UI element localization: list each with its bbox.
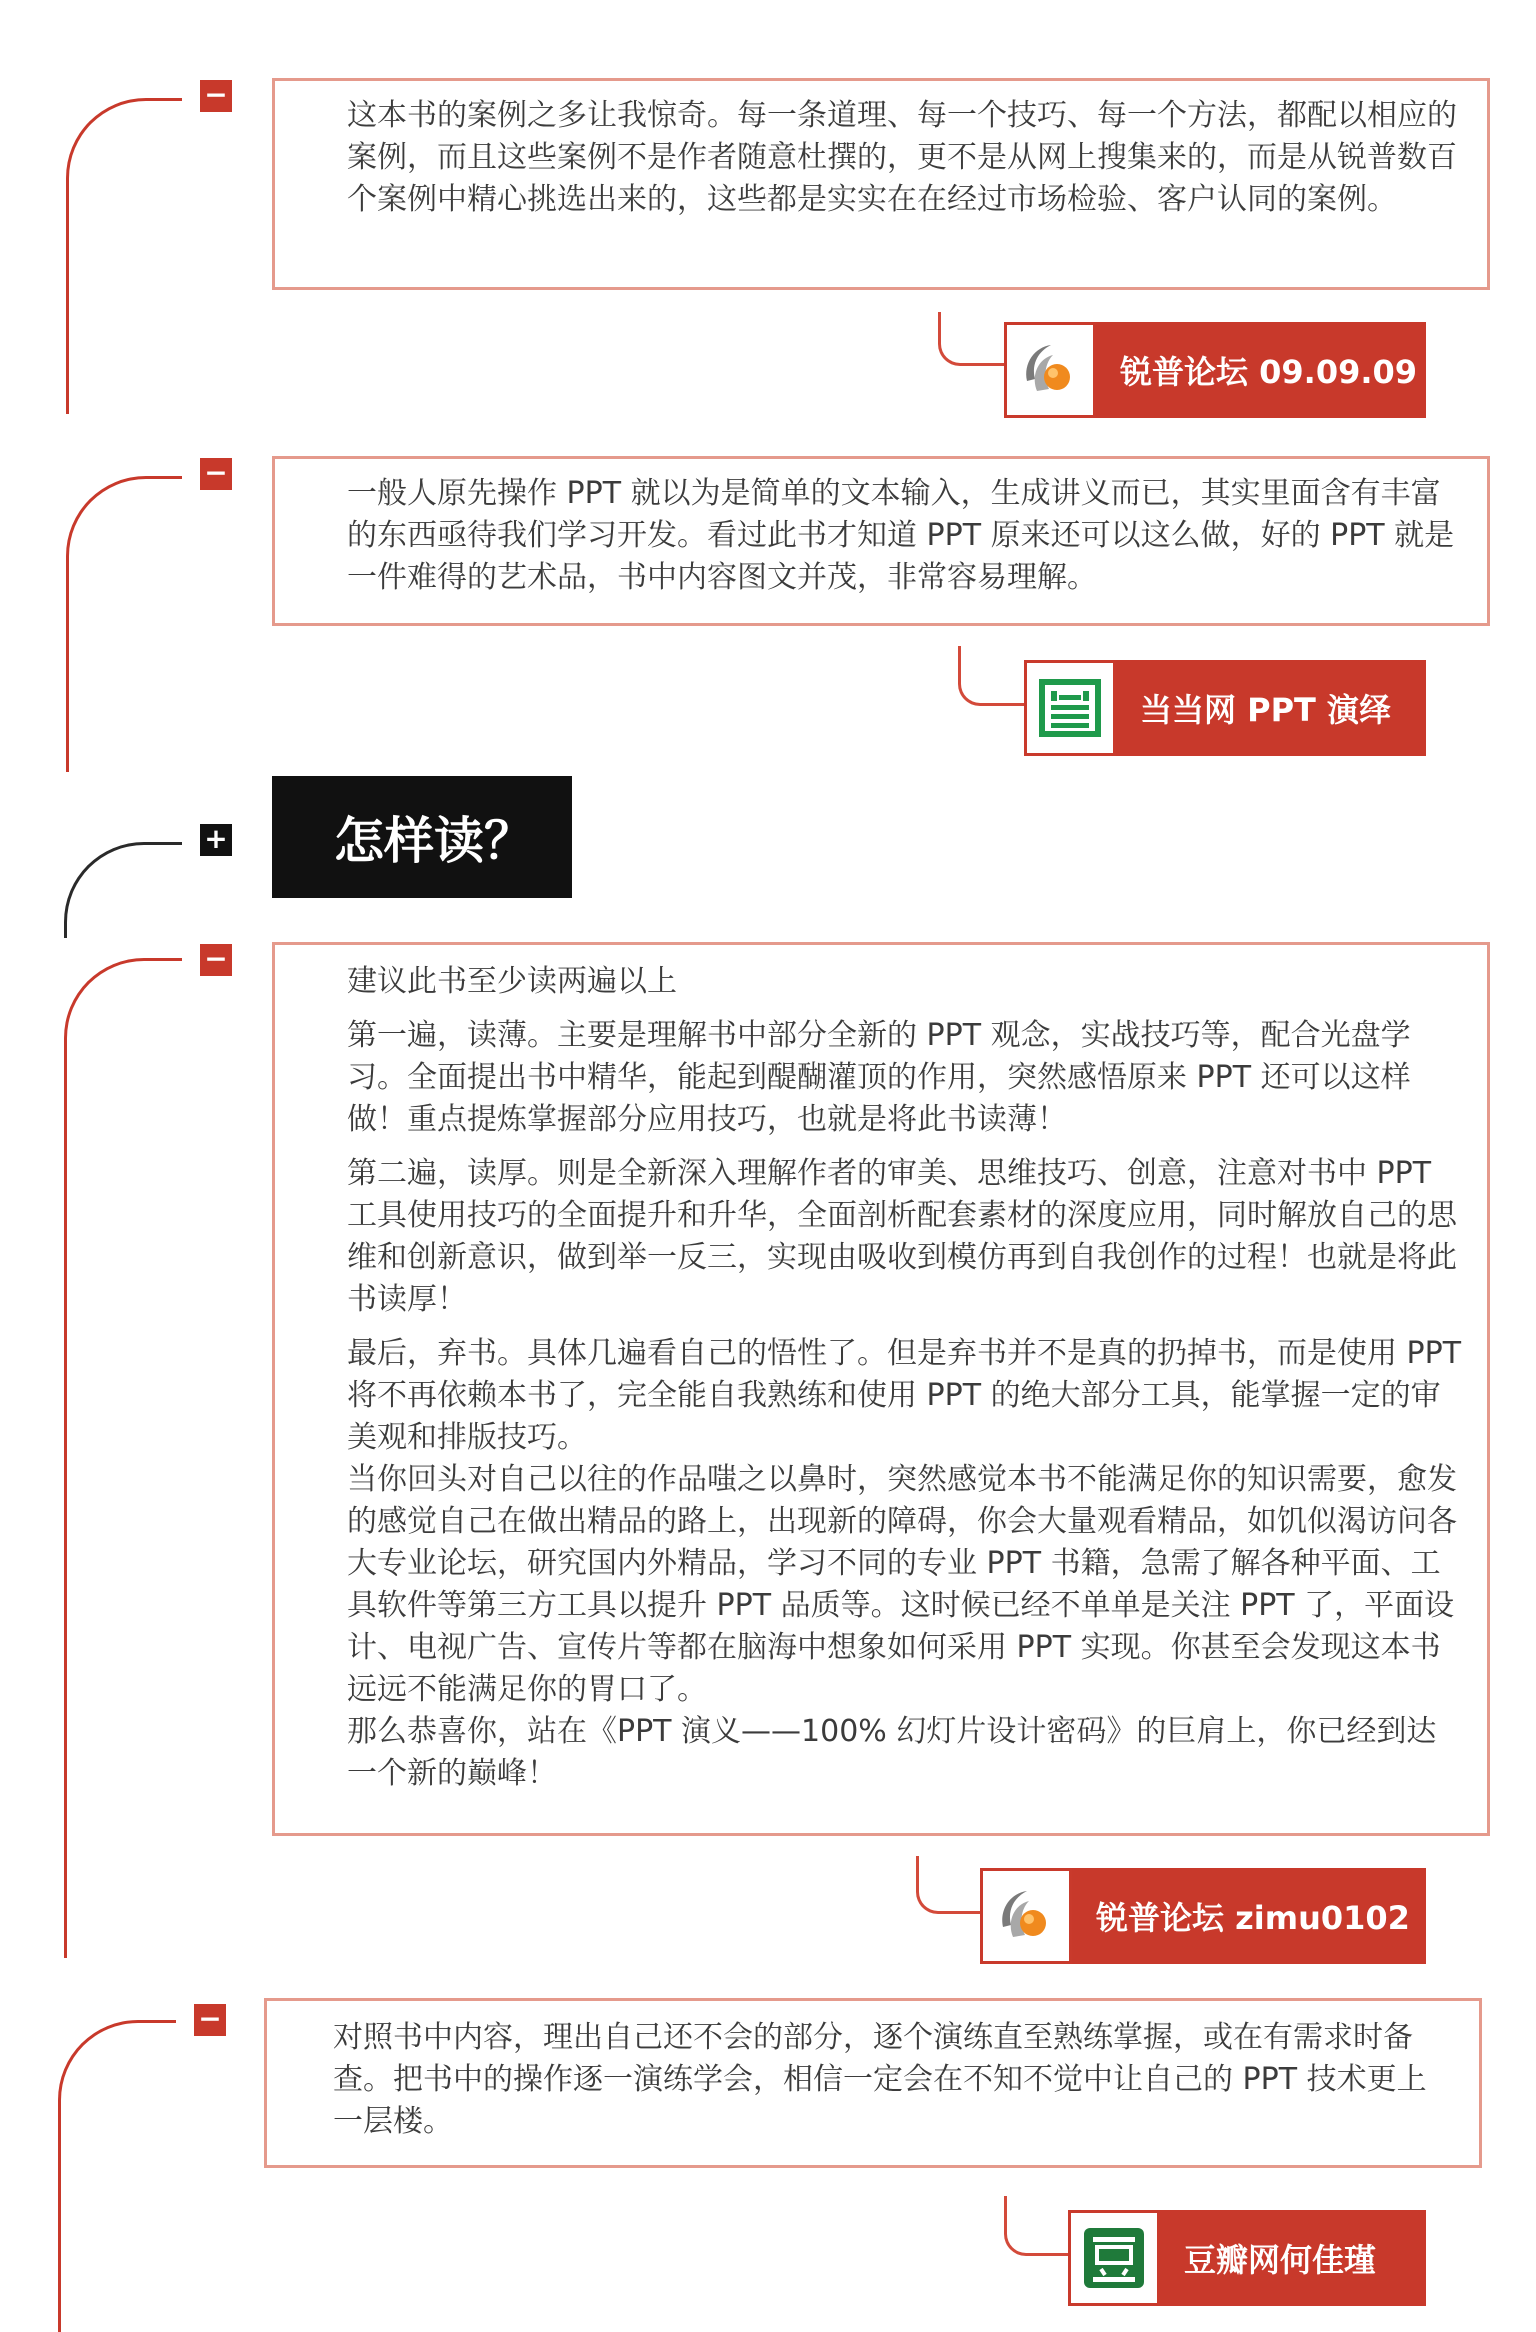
reading-paragraph: 最后，弃书。具体几遍看自己的悟性了。但是弃书并不是真的扔掉书，而是使用 PPT 将不再依赖本书了，完全能自我熟练和使用 PPT 的绝大部分工具，能掌握一定的审美观和排版技巧。 [347, 1336, 1462, 1455]
review-box [272, 942, 1490, 1836]
reading-paragraph: 第一遍，读薄。主要是理解书中部分全新的 PPT 观念，实战技巧等，配合光盘学习。全面提出书中精华，能起到醍醐灌顶的作用，突然感悟原来 PPT 还可以这样做！重点提炼掌握部分应用技巧，也就是将此书读薄！ [347, 1018, 1411, 1137]
review-source-label: 锐普论坛 zimu0102 [1072, 1868, 1426, 1964]
collapse-toggle[interactable]: − [200, 458, 232, 490]
tree-branch-line [66, 98, 182, 414]
review-connector-line [1004, 2196, 1074, 2256]
review-source-badge [1068, 2210, 1426, 2306]
reading-paragraph: 当你回头对自己以往的作品嗤之以鼻时，突然感觉本书不能满足你的知识需要，愈发的感觉自己在做出精品的路上，出现新的障碍，你会大量观看精品，如饥似渴访问各大专业论坛，研究国内外精品，学习不同的专业 PPT 书籍，急需了解各种平面、工具软件等第三方工具以提升 PPT 品质等。这时候已经不单单是关注 PPT 了，平面设计、电视广告、宣传片等都在脑海中想象如何采用 PPT 实现。你甚至会发现这本书远远不能满足你的胃口了。 [347, 1462, 1457, 1707]
review-text: 一般人原先操作 PPT 就以为是简单的文本输入，生成讲义而已，其实里面含有丰富的东西亟待我们学习开发。看过此书才知道 PPT 原来还可以这么做，好的 PPT 就是一件难得的艺术品，书中内容图文并茂，非常容易理解。 [347, 476, 1455, 595]
reading-guide-text [347, 961, 1463, 1795]
douban-logo-icon [1068, 2210, 1160, 2306]
tree-branch-line [66, 476, 182, 772]
review-box [272, 78, 1490, 290]
review-text: 这本书的案例之多让我惊奇。每一条道理、每一个技巧、每一个方法，都配以相应的案例，而且这些案例不是作者随意杜撰的，更不是从网上搜集来的，而是从锐普数百个案例中精心挑选出来的，这些都是实实在在经过市场检验、客户认同的案例。 [347, 98, 1457, 217]
collapse-toggle[interactable]: − [200, 944, 232, 976]
ruipu-logo-icon [1004, 322, 1096, 418]
collapse-toggle[interactable]: − [194, 2004, 226, 2036]
review-source-label: 豆瓣网何佳瑾 [1160, 2210, 1426, 2306]
review-box [272, 456, 1490, 626]
collapse-toggle[interactable]: − [200, 80, 232, 112]
review-text: 对照书中内容，理出自己还不会的部分，逐个演练直至熟练掌握，或在有需求时备查。把书中的操作逐一演练学会，相信一定会在不知不觉中让自己的 PPT 技术更上一层楼。 [333, 2020, 1427, 2139]
review-box [264, 1998, 1482, 2168]
review-source-badge [1024, 660, 1426, 756]
dangdang-logo-icon [1024, 660, 1116, 756]
section-heading: 怎样读？ [272, 776, 572, 898]
review-source-badge [980, 1868, 1426, 1964]
review-connector-line [916, 1856, 984, 1914]
tree-branch-line [64, 842, 182, 938]
review-connector-line [938, 312, 1010, 366]
reading-paragraph: 建议此书至少读两遍以上 [347, 964, 677, 999]
expand-toggle[interactable]: + [200, 824, 232, 856]
tree-branch-line [58, 2020, 176, 2332]
ruipu-logo-icon [980, 1868, 1072, 1964]
reading-paragraph: 第二遍，读厚。则是全新深入理解作者的审美、思维技巧、创意，注意对书中 PPT 工具使用技巧的全面提升和升华，全面剖析配套素材的深度应用，同时解放自己的思维和创新意识，做到举一反三，实现由吸收到模仿再到自我创作的过程！也就是将此书读厚！ [347, 1156, 1457, 1317]
review-source-label: 锐普论坛 09.09.09 [1096, 322, 1426, 418]
review-source-badge [1004, 322, 1426, 418]
tree-branch-line [64, 958, 182, 1958]
review-connector-line [958, 646, 1028, 706]
reading-paragraph: 那么恭喜你，站在《PPT 演义——100% 幻灯片设计密码》的巨肩上，你已经到达一个新的巅峰！ [347, 1714, 1437, 1791]
review-source-label: 当当网 PPT 演绎 [1116, 660, 1426, 756]
